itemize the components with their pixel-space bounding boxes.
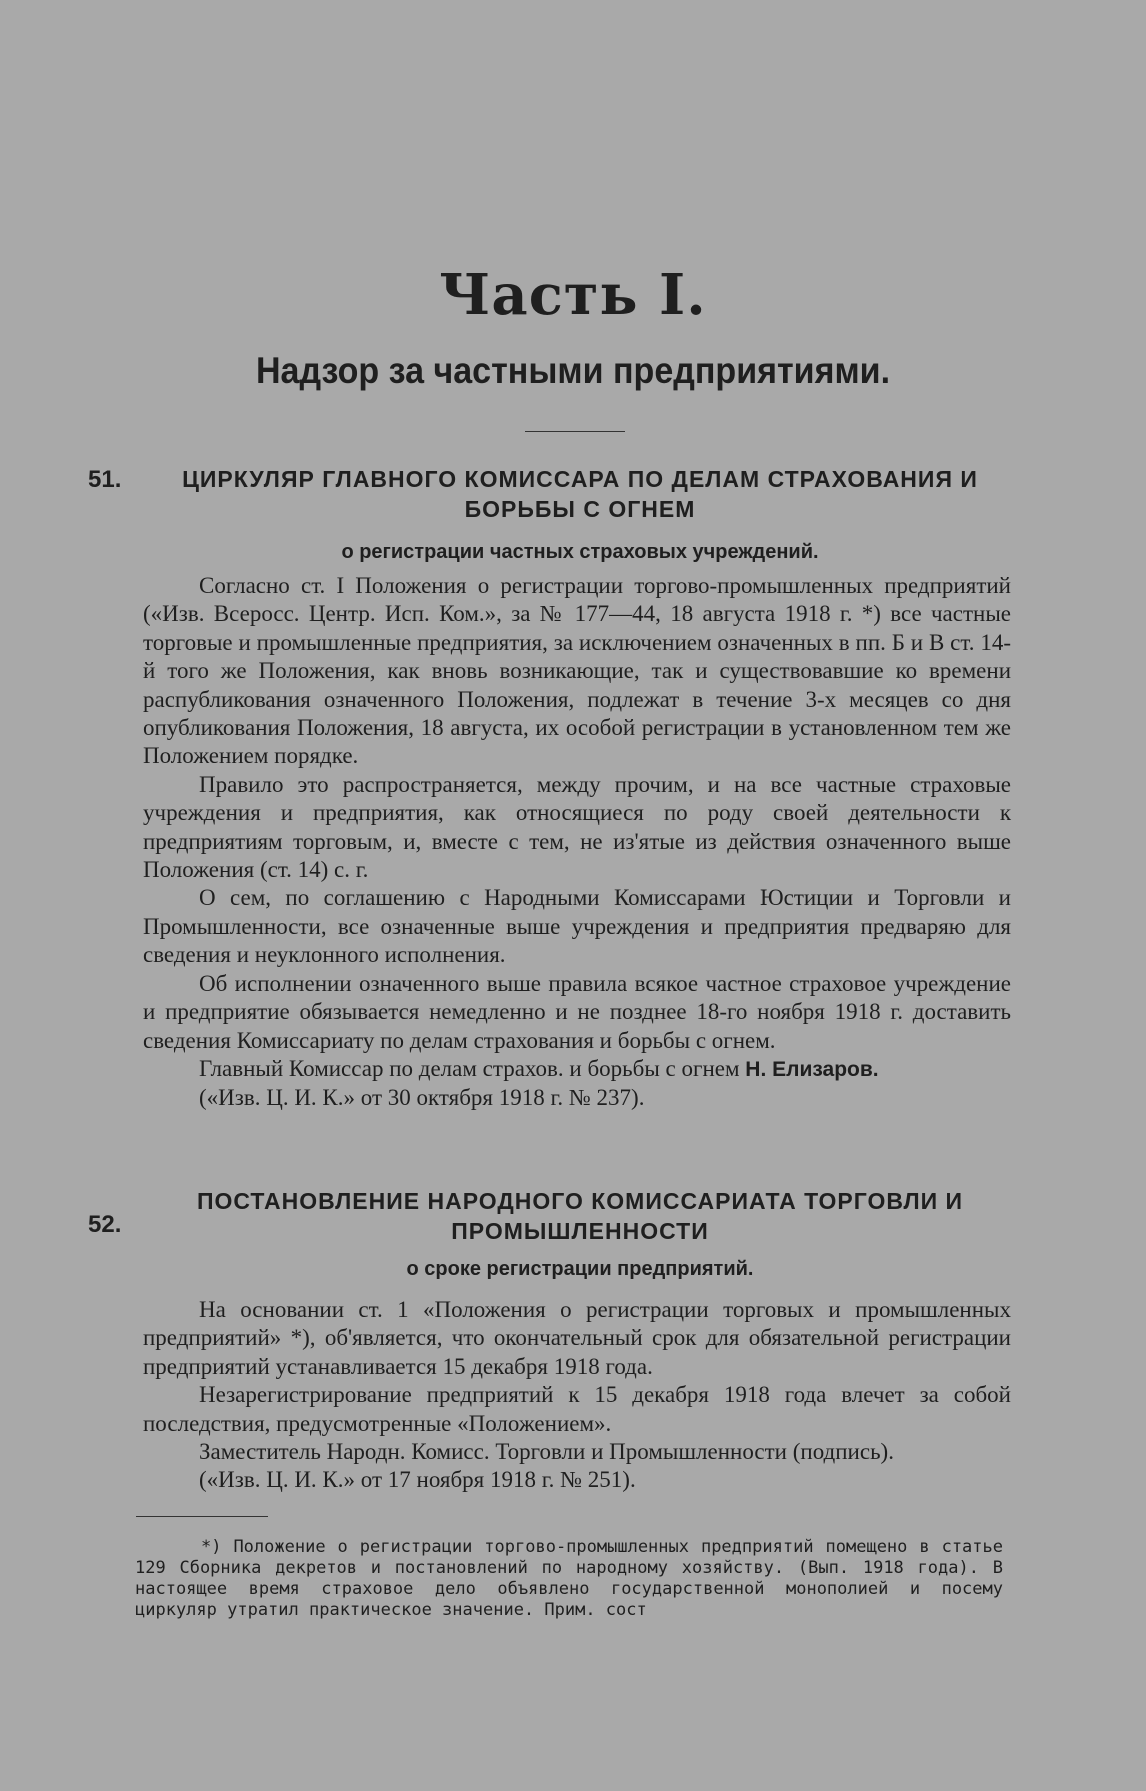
doc51-signature-text: Главный Комиссар по делам страхов. и борьбы с огнем <box>199 1055 746 1081</box>
doc51-signature-name: Н. Елизаров. <box>745 1057 879 1081</box>
doc52-paragraph: На основании ст. 1 «Положения о регистрации торговых и промышленных предприятий» *), об'является, что окончательный срок для обязательной регистрации предприятий устанавливается 15 декабря 1918 года. <box>143 1297 1011 1379</box>
doc51-number: 51. <box>88 466 122 493</box>
doc51-paragraph: Правило это распространяется, между прочим, и на все частные страховые учреждения и предприятия, как относящиеся по роду своей деятельности к предприятиям торговым, и, вместе с тем, не из'ятые из действия означенного выше Положения (ст. 14) с. г. <box>143 771 1011 883</box>
doc52-source: («Изв. Ц. И. К.» от 17 ноября 1918 г. № 251). <box>199 1467 636 1493</box>
doc51-heading: ЦИРКУЛЯР ГЛАВНОГО КОМИССАРА ПО ДЕЛАМ СТРАХОВАНИЯ И БОРЬБЫ С ОГНЕМ <box>182 466 978 522</box>
doc51-paragraph: О сем, по соглашению с Народными Комиссарами Юстиции и Торговли и Промышленности, все означенные выше учреждения и предприятия предваряю для сведения и неуклонного исполнения. <box>143 885 1011 968</box>
doc52-number: 52. <box>88 1211 122 1238</box>
footnote-text: *) Положение о регистрации торгово-промышленных предприятий помещено в статье 129 Сборника декретов и постановлений по народному хозяйству. (Вып. 1918 года). В настоящее время страховое дело объявлено государственной монополией и посему циркуляр утратил практическое значение. Прим. сост <box>135 1537 1003 1620</box>
footnote-divider <box>136 1516 268 1517</box>
footnote <box>135 1537 1003 1621</box>
part-title: Часть I. <box>439 262 707 328</box>
doc51-paragraph: Согласно ст. I Положения о регистрации торгово-промышленных предприятий («Изв. Всеросс. Центр. Исп. Ком.», за № 177—44, 18 августа 1918 г. *) все частные торговые и промышленные предприятия, за исключением означенных в пп. Б и В ст. 14-й того же Положения, как вновь возникающие, так и существовавшие ко времени распубликования означенного Положения, подлежат в течение 3-х месяцев со дня опубликования Положения, 18 августа, их особой регистрации в установленном тем же Положением порядке. <box>143 573 1011 769</box>
title-divider <box>525 431 625 432</box>
doc52-paragraph: Заместитель Народн. Комисс. Торговли и Промышленности (подпись). <box>199 1439 894 1465</box>
doc52-subheading: о сроке регистрации предприятий. <box>406 1258 754 1280</box>
doc51-subheading: о регистрации частных страховых учреждений. <box>341 541 819 563</box>
doc52-body <box>143 1296 1011 1495</box>
doc52-heading: ПОСТАНОВЛЕНИЕ НАРОДНОГО КОМИССАРИАТА ТОРГОВЛИ И ПРОМЫШЛЕННОСТИ <box>196 1188 964 1244</box>
doc52-paragraph: Незарегистрирование предприятий к 15 декабря 1918 года влечет за собой последствия, предусмотренные «Положением». <box>143 1382 1011 1436</box>
doc51-signature <box>143 1055 1011 1084</box>
doc51-paragraph: Об исполнении означенного выше правила всякое частное страховое учреждение и предприятие обязывается немедленно и не позднее 18-го ноября 1918 г. доставить сведения Комиссариату по делам страхования и борьбы с огнем. <box>143 970 1011 1053</box>
doc51-body <box>143 572 1011 1113</box>
part-subtitle: Надзор за частными предприятиями. <box>255 350 891 391</box>
doc51-source: («Изв. Ц. И. К.» от 30 октября 1918 г. № 237). <box>199 1085 645 1111</box>
